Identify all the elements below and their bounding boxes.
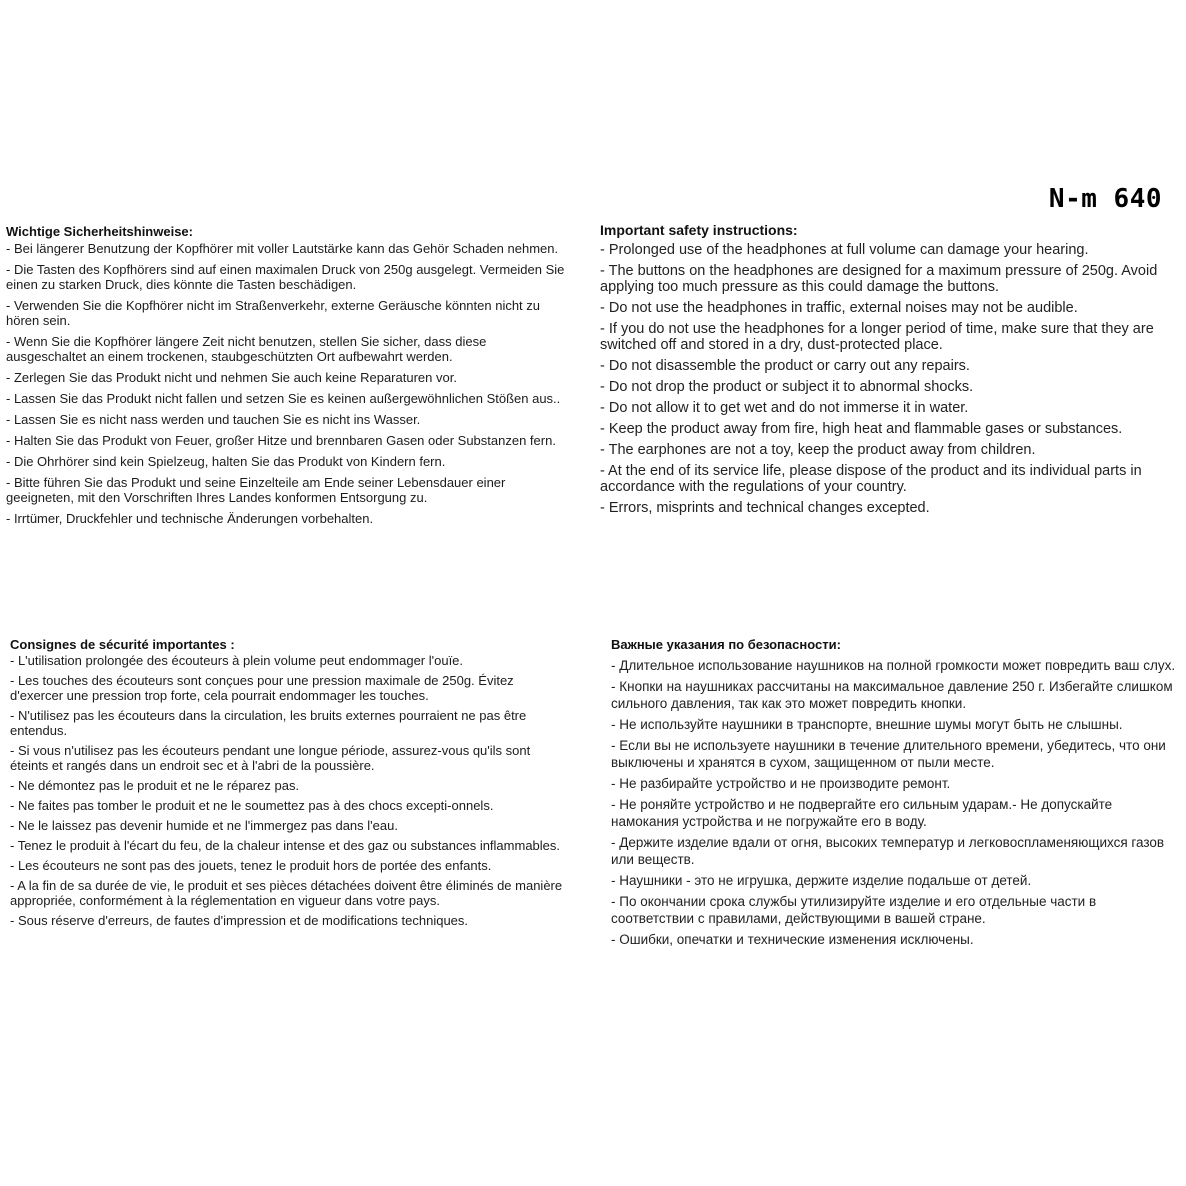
section-title: Важные указания по безопасности: bbox=[611, 637, 841, 652]
instruction-item: - At the end of its service life, please dispose of the product and its individual parts in accordance with the regulations of your country. bbox=[600, 463, 1142, 495]
instruction-item: - Wenn Sie die Kopfhörer längere Zeit nicht benutzen, stellen Sie sicher, dass diese ausgeschaltet an einem trockenen, staubgeschützten Ort aufbewahrt werden. bbox=[6, 334, 487, 364]
instruction-item: - Do not disassemble the product or carry out any repairs. bbox=[600, 358, 970, 374]
instruction-item: - The earphones are not a toy, keep the product away from children. bbox=[600, 442, 1036, 458]
instruction-item: - Die Ohrhörer sind kein Spielzeug, halten Sie das Produkt von Kindern fern. bbox=[6, 454, 446, 469]
instruction-item: - Bitte führen Sie das Produkt und seine Einzelteile am Ende seiner Lebensdauer einer geeigneten, mit den Vorschriften Ihres Landes konformen Entsorgung zu. bbox=[6, 475, 506, 505]
instruction-item: - Если вы не используете наушники в течение длительного времени, убедитесь, что они выключены и хранятся в сухом, защищенном от пыли месте. bbox=[611, 738, 1166, 770]
instruction-list bbox=[600, 242, 1170, 516]
section-russian bbox=[611, 637, 1181, 948]
instruction-item: - Lassen Sie es nicht nass werden und tauchen Sie es nicht ins Wasser. bbox=[6, 412, 421, 427]
section-title: Wichtige Sicherheitshinweise: bbox=[6, 224, 193, 239]
instruction-item: - Keep the product away from fire, high heat and flammable gases or substances. bbox=[600, 421, 1123, 437]
section-title: Consignes de sécurité importantes : bbox=[10, 637, 235, 652]
instruction-item: - Do not use the headphones in traffic, external noises may not be audible. bbox=[600, 300, 1078, 316]
instruction-item: - Verwenden Sie die Kopfhörer nicht im Straßenverkehr, externe Geräusche könnten nicht zu hören sein. bbox=[6, 298, 541, 328]
instruction-item: - Держите изделие вдали от огня, высоких температур и легковоспламеняющихся газов или веществ. bbox=[611, 835, 1165, 867]
instruction-item: - The buttons on the headphones are designed for a maximum pressure of 250g. Avoid applying too much pressure as this could damage the buttons. bbox=[600, 263, 1158, 295]
section-title: Important safety instructions: bbox=[600, 222, 798, 238]
instruction-item: - Ошибки, опечатки и технические изменения исключены. bbox=[611, 932, 974, 947]
instruction-item: - L'utilisation prolongée des écouteurs à plein volume peut endommager l'ouïe. bbox=[10, 653, 464, 668]
section-french bbox=[10, 637, 570, 928]
instruction-item: - Tenez le produit à l'écart du feu, de la chaleur intense et des gaz ou substances inflammables. bbox=[10, 838, 561, 853]
instruction-item: - Do not allow it to get wet and do not immerse it in water. bbox=[600, 400, 969, 416]
instruction-item: - Наушники - это не игрушка, держите изделие подальше от детей. bbox=[611, 873, 1032, 888]
instruction-item: - If you do not use the headphones for a longer period of time, make sure that they are switched off and stored in a dry, dust-protected place. bbox=[600, 321, 1154, 353]
instruction-item: - Les touches des écouteurs sont conçues pour une pression maximale de 250g. Évitez d'exercer une pression trop forte, cela pourrait endommager les touches. bbox=[10, 673, 514, 703]
instruction-item: - Irrtümer, Druckfehler und technische Änderungen vorbehalten. bbox=[6, 511, 374, 526]
instruction-item: - Lassen Sie das Produkt nicht fallen und setzen Sie es keinen außergewöhnlichen Stößen aus.. bbox=[6, 391, 561, 406]
instruction-item: - Si vous n'utilisez pas les écouteurs pendant une longue période, assurez-vous qu'ils sont éteints et rangés dans un endroit sec et à l'abri de la poussière. bbox=[10, 743, 531, 773]
instruction-item: - Bei längerer Benutzung der Kopfhörer mit voller Lautstärke kann das Gehör Schaden nehmen. bbox=[6, 241, 559, 256]
instruction-item: - Do not drop the product or subject it to abnormal shocks. bbox=[600, 379, 974, 395]
instruction-item: - Ne démontez pas le produit et ne le réparez pas. bbox=[10, 778, 300, 793]
instruction-item: - Не разбирайте устройство и не производите ремонт. bbox=[611, 776, 951, 791]
instruction-item: - Длительное использование наушников на полной громкости может повредить ваш слух. bbox=[611, 658, 1176, 673]
instruction-list bbox=[6, 241, 566, 526]
section-german bbox=[6, 224, 566, 526]
instruction-item: - По окончании срока службы утилизируйте изделие и его отдельные части в соответствии с правилами, действующими в вашей стране. bbox=[611, 894, 1097, 926]
instruction-item: - Errors, misprints and technical changes excepted. bbox=[600, 500, 930, 516]
instruction-item: - Prolonged use of the headphones at full volume can damage your hearing. bbox=[600, 242, 1089, 258]
instruction-item: - N'utilisez pas les écouteurs dans la circulation, les bruits externes pourraient ne pas être entendus. bbox=[10, 708, 527, 738]
instruction-item: - Zerlegen Sie das Produkt nicht und nehmen Sie auch keine Reparaturen vor. bbox=[6, 370, 457, 385]
instruction-item: - A la fin de sa durée de vie, le produit et ses pièces détachées doivent être éliminés de manière appropriée, conformément à la réglementation en vigueur dans votre pays. bbox=[10, 878, 563, 908]
instruction-list bbox=[10, 653, 570, 928]
instruction-item: - Die Tasten des Kopfhörers sind auf einen maximalen Druck von 250g ausgelegt. Vermeiden Sie einen zu starken Druck, dies könnte die Tasten beschädigen. bbox=[6, 262, 565, 292]
instruction-item: - Sous réserve d'erreurs, de fautes d'impression et de modifications techniques. bbox=[10, 913, 469, 928]
instruction-item: - Не роняйте устройство и не подвергайте его сильным ударам.- Не допускайте намокания устройства и не погружайте его в воду. bbox=[611, 797, 1113, 829]
instruction-item: - Ne faites pas tomber le produit et ne le soumettez pas à des chocs excepti-onnels. bbox=[10, 798, 494, 813]
model-number: N-m 640 bbox=[1048, 184, 1162, 214]
instruction-item: - Кнопки на наушниках рассчитаны на максимальное давление 250 г. Избегайте слишком сильного давления, так как это может повредить кнопки. bbox=[611, 679, 1173, 711]
instruction-item: - Halten Sie das Produkt von Feuer, großer Hitze und brennbaren Gasen oder Substanzen fern. bbox=[6, 433, 556, 448]
instruction-item: - Не используйте наушники в транспорте, внешние шумы могут быть не слышны. bbox=[611, 717, 1123, 732]
section-english bbox=[600, 222, 1170, 516]
instruction-list bbox=[611, 657, 1181, 948]
instruction-item: - Ne le laissez pas devenir humide et ne l'immergez pas dans l'eau. bbox=[10, 818, 398, 833]
instruction-item: - Les écouteurs ne sont pas des jouets, tenez le produit hors de portée des enfants. bbox=[10, 858, 492, 873]
